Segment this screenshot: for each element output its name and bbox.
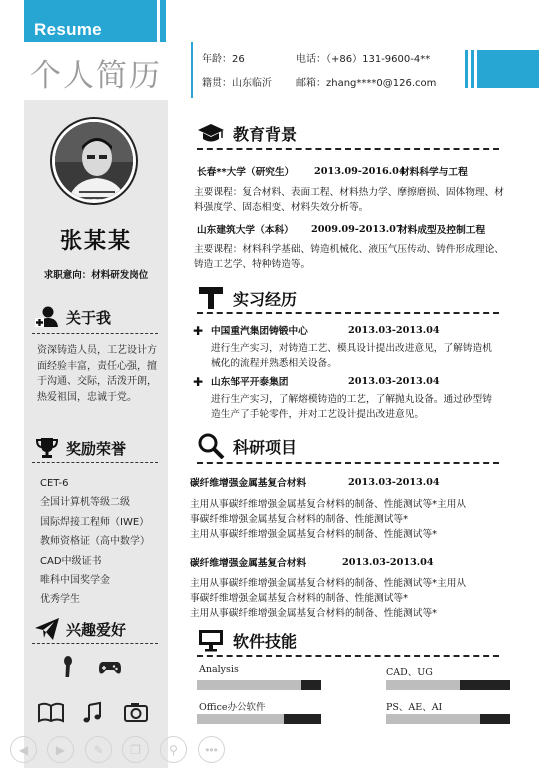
gamepad-icon xyxy=(98,655,122,679)
skill-bar-track xyxy=(197,680,321,690)
user-plus-icon xyxy=(34,305,60,329)
research-title: 科研项目 xyxy=(233,437,298,457)
next-icon[interactable]: ▶ xyxy=(47,736,74,763)
skill-bar-fill xyxy=(480,714,510,724)
internship-date: 2013.03-2013.04 xyxy=(348,376,440,387)
education-title: 教育背景 xyxy=(233,124,298,144)
microphone-icon xyxy=(56,655,80,679)
project-name: 碳纤维增强金属基复合材料 xyxy=(190,558,307,569)
award-item: CET-6 xyxy=(40,478,69,489)
page-title: 个人简历 xyxy=(30,58,162,94)
skill-bar-fill xyxy=(460,680,510,690)
section-divider xyxy=(197,148,499,150)
section-divider xyxy=(32,333,158,334)
project-desc-line: 主用从事碳纤维增强金属基复合材料的制备、性能测试等*主用从 xyxy=(190,499,467,510)
header-divider xyxy=(191,42,193,98)
avatar xyxy=(52,119,136,203)
copy-icon[interactable]: ❐ xyxy=(122,736,149,763)
previous-icon[interactable]: ◀ xyxy=(10,736,37,763)
school-name: 长春**大学（研究生） xyxy=(197,167,295,178)
age-text: 年龄：26 xyxy=(202,54,245,65)
skill-name: Office办公软件 xyxy=(199,702,266,713)
resume-label: Resume xyxy=(34,20,102,39)
about-heading xyxy=(34,305,111,329)
skill-bar-track xyxy=(386,680,510,690)
skill-name: PS、AE、AI xyxy=(386,702,443,713)
project-desc-line: 主用从事碳纤维增强金属基复合材料的制备、性能测试等* xyxy=(190,529,438,540)
about-text: 资深铸造人员，工艺设计方面经验丰富，责任心强，擅于沟通、交际，活泼开朗，热爱祖国，忠诚于党。 xyxy=(37,345,157,403)
company-name: 山东邹平开泰集团 xyxy=(211,377,289,388)
project-date: 2013.03-2013.04 xyxy=(342,557,434,568)
project-name: 碳纤维增强金属基复合材料 xyxy=(190,478,307,489)
magnifier-icon xyxy=(197,433,225,459)
about-title: 关于我 xyxy=(66,308,112,327)
person-name: 张某某 xyxy=(59,229,132,254)
research-heading xyxy=(197,433,297,459)
skill-bar-track xyxy=(386,714,510,724)
award-item: CAD中级证书 xyxy=(40,555,102,567)
internship-desc: 进行生产实习，对铸造工艺、模具设计提出改进意见，了解铸造机械化的流程并熟悉相关设备。 xyxy=(211,343,492,369)
email-text: 邮箱：zhang****0@126.com xyxy=(296,78,437,89)
award-item: 优秀学生 xyxy=(40,594,80,606)
section-divider xyxy=(197,655,499,657)
school-date: 2013.09-2016.04 xyxy=(314,166,406,177)
skill-name: Analysis xyxy=(199,664,239,675)
award-item: 教师资格证（高中数学） xyxy=(40,536,150,548)
zoom-icon[interactable]: ⚲ xyxy=(160,736,187,763)
skill-name: CAD、UG xyxy=(386,667,433,678)
internship-date: 2013.03-2013.04 xyxy=(348,325,440,336)
internship-desc: 进行生产实习，了解熔模铸造的工艺，了解抛丸设备。通过砂型铸造生产了手轮零件，并对工艺设计提出改进意见。 xyxy=(211,394,492,420)
trophy-icon xyxy=(34,436,60,460)
internship-heading xyxy=(197,285,297,311)
header-stripe xyxy=(152,0,157,42)
header-stripe xyxy=(465,50,468,88)
project-desc-line: 主用从事碳纤维增强金属基复合材料的制备、性能测试等*主用从 xyxy=(190,578,467,589)
bullet-plus-icon: ✚ xyxy=(193,375,204,389)
skill-bar-fill xyxy=(301,680,321,690)
header-stripe xyxy=(471,50,474,88)
book-icon xyxy=(37,700,65,724)
job-intent: 求职意向：材料研发岗位 xyxy=(43,270,149,281)
school-courses: 主要课程：材料科学基础、铸造机械化、液压气压传动、铸件形成理论、铸造工艺学、特种铸造等。 xyxy=(194,244,504,270)
section-divider xyxy=(197,312,499,314)
school-major: 材料科学与工程 xyxy=(400,167,468,178)
skills-heading xyxy=(197,627,297,653)
skill-bar-track xyxy=(197,714,321,724)
skill-bar-fill xyxy=(284,714,321,724)
project-desc-line: 主用从事碳纤维增强金属基复合材料的制备、性能测试等* xyxy=(190,608,438,619)
project-desc-line: 事碳纤维增强金属基复合材料的制备、性能测试等* xyxy=(190,514,408,525)
music-note-icon xyxy=(80,701,104,725)
header-stripe xyxy=(160,0,166,42)
award-item: 唯科中国奖学金 xyxy=(40,575,110,587)
hobbies-heading xyxy=(34,617,126,641)
camera-icon xyxy=(124,700,148,724)
project-desc-line: 事碳纤维增强金属基复合材料的制备、性能测试等* xyxy=(190,593,408,604)
pen-icon[interactable]: ✎ xyxy=(85,736,112,763)
more-icon[interactable]: ••• xyxy=(198,736,225,763)
award-item: 国际焊接工程师（IWE） xyxy=(40,516,150,528)
education-heading xyxy=(197,120,297,146)
school-major: 材料成型及控制工程 xyxy=(398,225,486,236)
awards-heading xyxy=(34,436,126,460)
section-divider xyxy=(197,462,499,464)
section-divider xyxy=(32,462,158,463)
graduation-cap-icon xyxy=(197,120,225,146)
awards-list xyxy=(40,474,150,610)
t-tool-icon xyxy=(197,285,225,311)
school-name: 山东建筑大学（本科） xyxy=(197,225,294,236)
school-courses: 主要课程：复合材料、表面工程、材料热力学、摩擦磨损、固体物理、材料强度学、固态相变、材料失效分析等。 xyxy=(194,187,504,213)
project-date: 2013.03-2013.04 xyxy=(348,477,440,488)
company-name: 中国重汽集团铸锻中心 xyxy=(211,326,308,337)
phone-text: 电话：（+86）131-9600-4** xyxy=(296,54,431,65)
award-item: 全国计算机等级二级 xyxy=(40,497,130,509)
section-divider xyxy=(32,643,158,644)
monitor-icon xyxy=(197,627,225,653)
paper-plane-icon xyxy=(34,617,60,641)
skills-title: 软件技能 xyxy=(233,631,298,651)
header-blue-block xyxy=(477,50,539,88)
school-date: 2009.09-2013.07 xyxy=(311,224,403,235)
hobbies-title: 兴趣爱好 xyxy=(66,620,127,639)
internship-title: 实习经历 xyxy=(233,289,298,309)
bullet-plus-icon: ✚ xyxy=(193,324,204,338)
hometown-text: 籍贯：山东临沂 xyxy=(202,78,272,89)
awards-title: 奖励荣誉 xyxy=(66,439,127,458)
